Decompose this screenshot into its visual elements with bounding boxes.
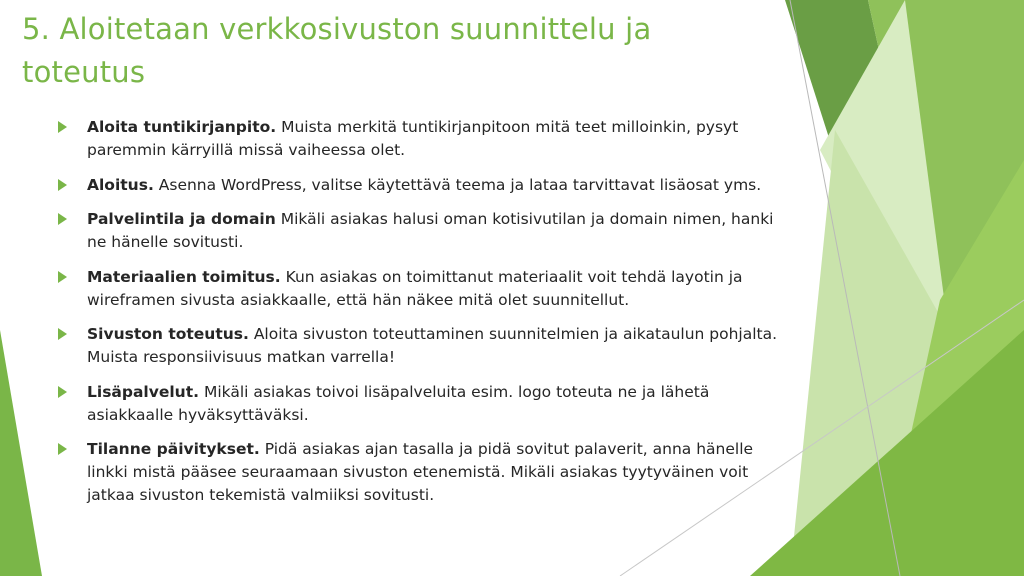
bullet-arrow-icon [58,443,67,455]
bullet-text: Muista merkitä tuntikirjanpitoon mitä teet milloinkin, pysyt paremmin kärryillä missä vaiheessa olet. [87,118,739,159]
bullet-text: Asenna WordPress, valitse käytettävä teema ja lataa tarvittavat lisäosat yms. [153,175,762,194]
bullet-heading: Materiaalien toimitus. [87,267,281,286]
bullet-heading: Tilanne päivitykset. [87,440,260,458]
bullet-text: Mikäli asiakas toivoi lisäpalveluita esim. logo toteuta ne ja lähetä asiakkaalle hyväksyttäväksi. [87,382,710,424]
bullet-heading: Palvelintila ja domain [87,210,276,228]
bullet-heading: Lisäpalvelut. [87,382,200,401]
bullet-item [58,438,778,507]
bullet-heading: Sivuston toteutus. [87,325,249,343]
bullet-arrow-icon [58,328,67,340]
bullet-text: Mikäli asiakas halusi oman kotisivutilan ja domain nimen, hanki ne hänelle sovitusti. [87,210,774,251]
bullet-item [58,266,778,312]
bullet-item [58,116,778,162]
bullet-arrow-icon [58,213,67,225]
bullet-arrow-icon [58,179,67,191]
bullet-item [58,208,778,254]
bullet-item [58,323,778,369]
bullet-heading: Aloitus. [87,175,154,194]
bullet-text: Pidä asiakas ajan tasalla ja pidä sovitut palaverit, anna hänelle linkki mistä pääsee seuraamaan sivuston etenemistä. Mikäli asiakas tyytyväinen voit jatkaa sivuston tekemistä valmiiksi sovitusti. [87,440,754,504]
bullet-text: Kun asiakas on toimittanut materiaalit voit tehdä layotin ja wireframen sivusta asiakkaalle, että hän näkee mitä olet suunnitellut. [87,267,743,309]
slide-title: 5. Aloitetaan verkkosivuston suunnittelu ja toteutus [22,12,652,89]
bullet-text: Aloita sivuston toteuttaminen suunnitelmien ja aikataulun pohjalta. Muista responsiivisuus matkan varrella! [87,325,778,366]
bullet-arrow-icon [58,271,67,283]
bullet-item [58,381,778,427]
bullet-list [58,116,778,519]
bullet-arrow-icon [58,121,67,133]
bullet-heading: Aloita tuntikirjanpito. [87,118,277,136]
deco-left-green-triangle [0,330,42,576]
bullet-arrow-icon [58,386,67,398]
bullet-item [58,174,778,197]
